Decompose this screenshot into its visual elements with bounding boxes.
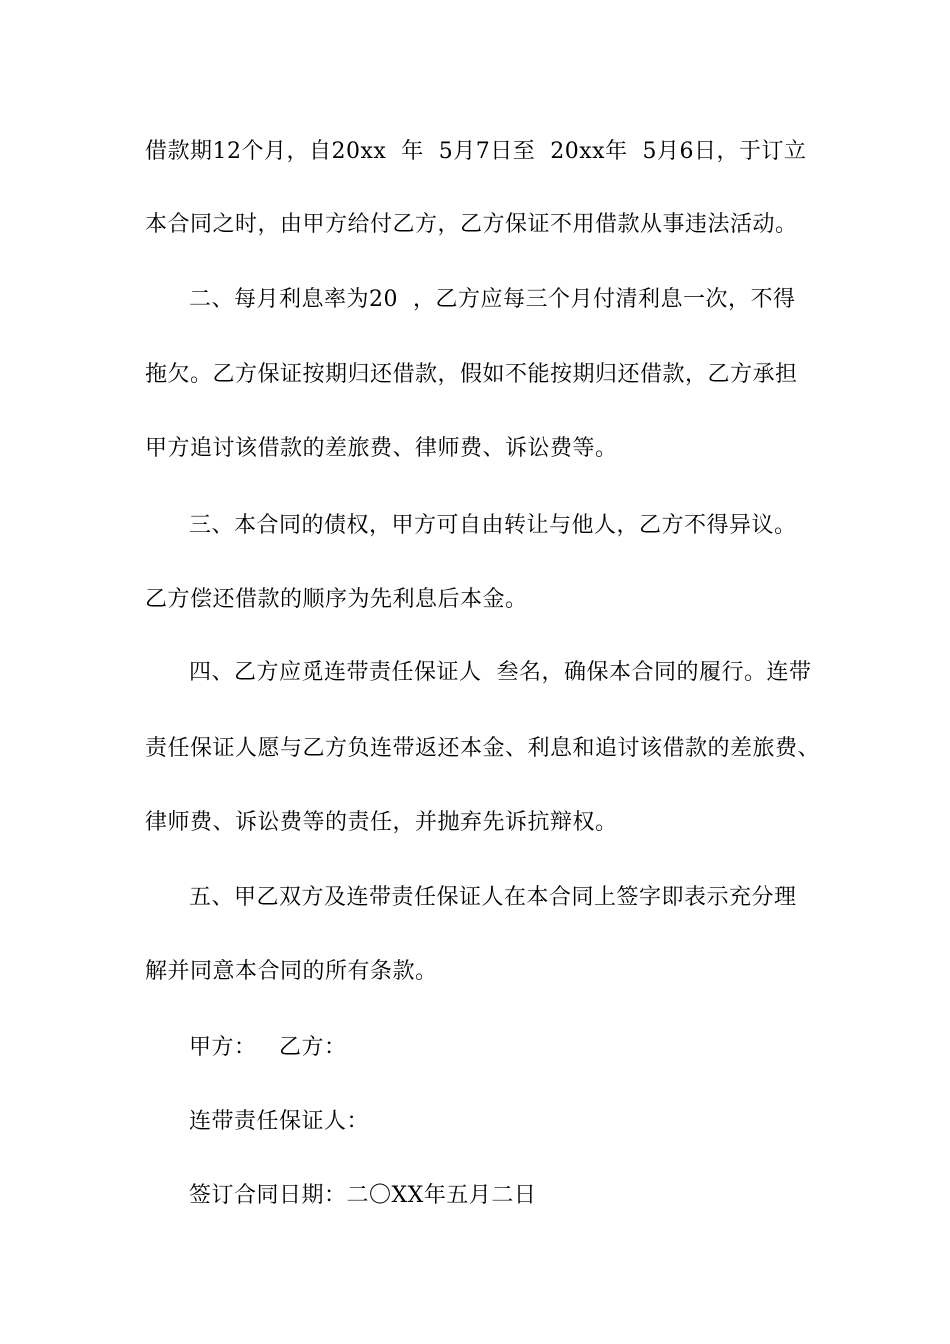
signature-parties: 甲方： 乙方： (189, 1035, 347, 1060)
clause-3-line-2: 乙方偿还借款的顺序为先利息后本金。 (145, 587, 528, 612)
clause-5-line-2: 解并同意本合同的所有条款。 (145, 959, 438, 984)
clause-4-line-1: 四、乙方应觅连带责任保证人 叁名，确保本合同的履行。连带 (189, 660, 812, 685)
clause-2-line-2: 拖欠。乙方保证按期归还借款，假如不能按期归还借款，乙方承担 (145, 362, 798, 387)
clause-5-line-1: 五、甲乙双方及连带责任保证人在本合同上签字即表示充分理 (189, 885, 797, 910)
clause-4-line-3: 律师费、诉讼费等的责任，并抛弃先诉抗辩权。 (145, 810, 618, 835)
clause-4-line-2: 责任保证人愿与乙方负连带返还本金、利息和追讨该借款的差旅费、 (145, 736, 821, 761)
clause-2-line-1: 二、每月利息率为20 ，乙方应每三个月付清利息一次，不得 (189, 287, 796, 312)
text-line-2: 本合同之时，由甲方给付乙方，乙方保证不用借款从事违法活动。 (145, 212, 798, 237)
text-line-1: 借款期12个月，自20xx 年 5月7日至 20xx年 5月6日，于订立 (145, 139, 807, 164)
clause-3-line-1: 三、本合同的债权，甲方可自由转让与他人，乙方不得异议。 (189, 513, 797, 538)
signature-guarantor: 连带责任保证人： (189, 1109, 370, 1134)
signing-date: 签订合同日期：二〇XX年五月二日 (189, 1183, 537, 1208)
clause-2-line-3: 甲方追讨该借款的差旅费、律师费、诉讼费等。 (145, 436, 618, 461)
